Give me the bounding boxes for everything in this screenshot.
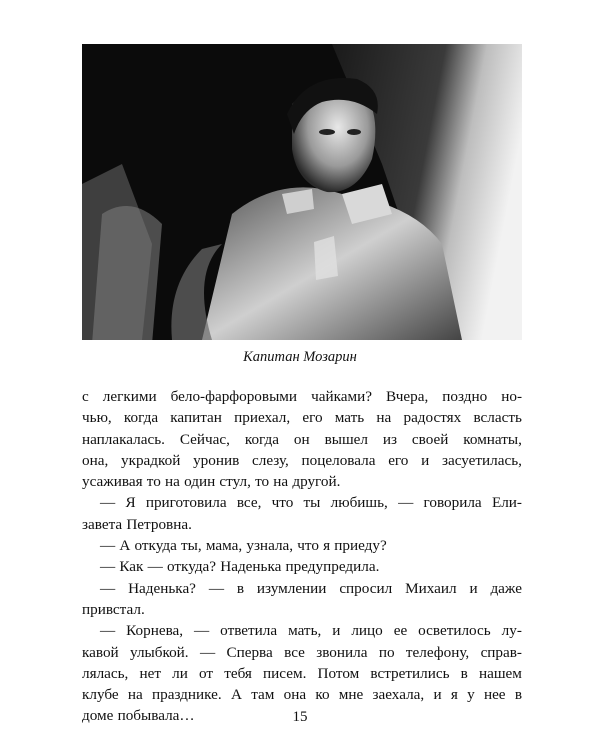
portrait-photo [82,44,522,340]
text-line: чью, когда капитан приехал, его мать на радостях всласть [82,409,522,427]
text-line: доме побывала… [82,707,195,725]
text-line: — А откуда ты, мама, узнала, что я приеду? [100,537,387,555]
portrait-illustration [82,44,522,340]
text-line: — Как — откуда? Наденька предупредила. [100,558,380,576]
photo-caption: Капитан Мозарин [243,349,357,365]
body-text [82,386,522,727]
text-line: лялась, нет ли от тебя писем. Потом встретились в нашем [82,664,522,682]
text-line: — Я приготовила все, что ты любишь, — говорила Ели- [100,494,522,512]
text-line: с легкими бело-фарфоровыми чайками? Вчера, поздно но- [82,388,522,405]
text-line: кавой улыбкой. — Сперва все звонила по телефону, справ- [82,643,522,661]
page-number: 15 [292,709,308,725]
text-line: — Наденька? — в изумлении спросил Михаил и даже [100,579,522,597]
text-line: привстал. [82,600,145,618]
text-line: завета Петровна. [82,515,192,533]
text-line: она, украдкой уронив слезу, поцеловала его и засуетилась, [82,451,522,469]
text-line: наплакалась. Сейчас, когда он вышел из своей комнаты, [82,430,522,448]
text-line: — Корнева, — ответила мать, и лицо ее осветилось лу- [100,622,522,640]
text-line: усаживая то на один стул, то на другой. [82,473,341,491]
text-line: клубе на празднике. А там она ко мне заехала, и я у нее в [82,686,522,704]
